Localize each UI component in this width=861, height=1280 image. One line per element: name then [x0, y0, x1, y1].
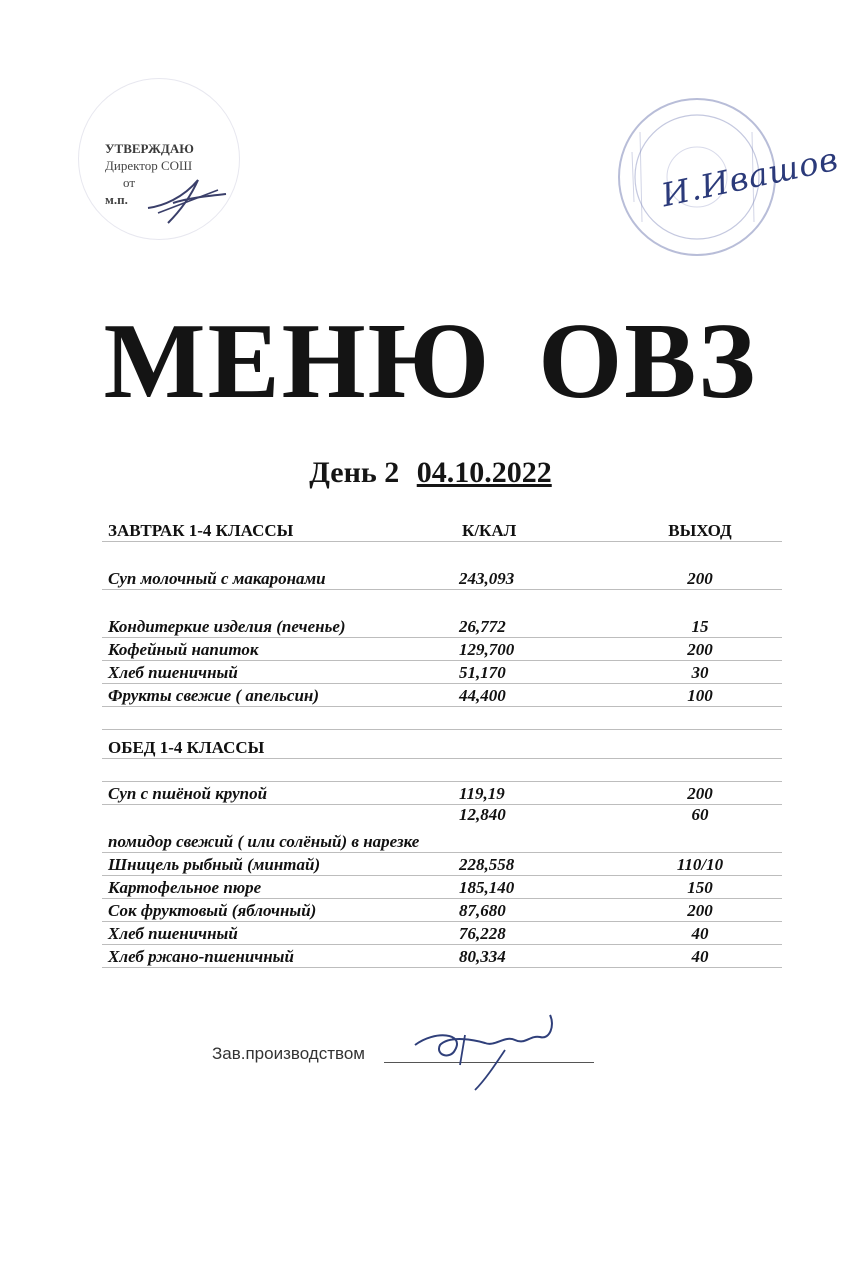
table-row	[102, 899, 782, 922]
page-title: МЕНЮ ОВЗ	[103, 302, 758, 421]
dish-name: Картофельное пюре	[102, 876, 444, 899]
dish-output: 110/10	[618, 853, 782, 876]
production-head-signature	[405, 1005, 565, 1095]
dish-name: Шницель рыбный (минтай)	[102, 853, 444, 876]
dish-kcal: 76,228	[444, 922, 618, 945]
dish-kcal: 129,700	[444, 638, 618, 661]
dish-name: Суп с пшёной крупой	[102, 782, 444, 805]
table-row	[102, 805, 782, 853]
dish-kcal: 119,19	[444, 782, 618, 805]
section-row-lunch	[102, 730, 782, 759]
dish-kcal: 243,093	[444, 542, 618, 590]
header-output: ВЫХОД	[618, 515, 782, 542]
menu-table	[102, 515, 782, 968]
dish-kcal: 44,400	[444, 684, 618, 707]
dish-output: 200	[618, 542, 782, 590]
dish-output: 40	[618, 945, 782, 968]
dish-name: Сок фруктовый (яблочный)	[102, 899, 444, 922]
dish-name: Кофейный напиток	[102, 638, 444, 661]
director-signature	[138, 168, 228, 228]
header-kcal: К/КАЛ	[444, 515, 618, 542]
approval-title: УТВЕРЖДАЮ	[105, 141, 194, 156]
footer-label: Зав.производством	[212, 1044, 365, 1063]
day-label: День 2	[309, 456, 400, 489]
lunch-title: ОБЕД 1-4 КЛАССЫ	[102, 730, 444, 759]
dish-output: 30	[618, 661, 782, 684]
spacer-row	[102, 759, 782, 782]
dish-kcal: 80,334	[444, 945, 618, 968]
dish-output: 200	[618, 782, 782, 805]
table-row	[102, 684, 782, 707]
approval-date-label: от	[123, 175, 136, 190]
dish-kcal: 51,170	[444, 661, 618, 684]
dish-kcal: 26,772	[444, 590, 618, 638]
dish-output: 200	[618, 899, 782, 922]
dish-output: 200	[618, 638, 782, 661]
table-header-row	[102, 515, 782, 542]
dish-output: 60	[618, 805, 782, 853]
dish-name: Фрукты свежие ( апельсин)	[102, 684, 444, 707]
table-row	[102, 853, 782, 876]
table-row	[102, 661, 782, 684]
stamp-signature: И.Ивашов	[658, 139, 842, 215]
dish-kcal: 87,680	[444, 899, 618, 922]
approval-position: Директор СОШ	[105, 158, 193, 173]
day-heading	[0, 456, 861, 490]
dish-name: Хлеб пшеничный	[102, 922, 444, 945]
dish-output: 100	[618, 684, 782, 707]
approval-seal-label: м.п.	[105, 192, 128, 207]
dish-kcal: 12,840	[444, 805, 618, 853]
table-row	[102, 638, 782, 661]
dish-name: помидор свежий ( или солёный) в нарезке	[102, 805, 444, 853]
spacer-row	[102, 707, 782, 730]
table-row	[102, 590, 782, 638]
dish-name: Хлеб ржано-пшеничный	[102, 945, 444, 968]
table-row	[102, 945, 782, 968]
dish-name: Хлеб пшеничный	[102, 661, 444, 684]
dish-output: 150	[618, 876, 782, 899]
table-row	[102, 782, 782, 805]
table-row	[102, 922, 782, 945]
dish-kcal: 228,558	[444, 853, 618, 876]
day-date: 04.10.2022	[416, 456, 552, 489]
dish-name: Кондитеркие изделия (печенье)	[102, 590, 444, 638]
dish-kcal: 185,140	[444, 876, 618, 899]
dish-output: 15	[618, 590, 782, 638]
dish-output: 40	[618, 922, 782, 945]
header-meal: ЗАВТРАК 1-4 КЛАССЫ	[102, 515, 444, 542]
table-row	[102, 876, 782, 899]
table-row	[102, 542, 782, 590]
dish-name: Суп молочный с макаронами	[102, 542, 444, 590]
